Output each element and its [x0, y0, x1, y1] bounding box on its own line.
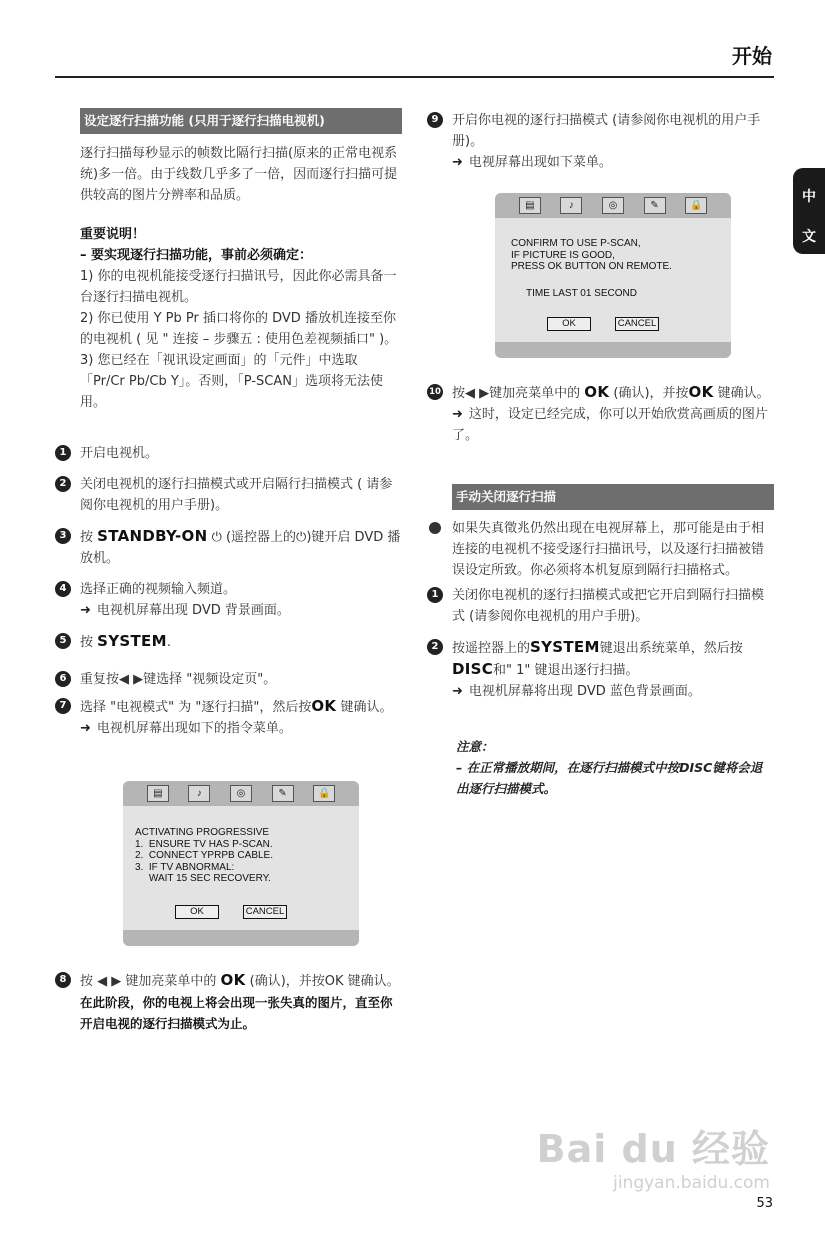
important-title: 重要说明！ — [80, 227, 146, 242]
step-result-text: 电视机屏幕出现如下的指令菜单。 — [96, 721, 292, 736]
important-subtitle: – 要实现逐行扫描功能，事前必须确定： — [80, 248, 313, 263]
section-title-progressive-scan: 设定逐行扫描功能 (只用于逐行扫描电视机) — [80, 108, 402, 134]
language-tab — [793, 168, 825, 254]
step-6 — [55, 669, 402, 690]
system-key: SYSTEM — [530, 638, 600, 656]
step-instruction — [452, 637, 774, 681]
step-text: 关闭你电视机的逐行扫描模式或把它开启到隔行扫描模式 (请参阅你电视机的用户手册)。 — [452, 588, 765, 624]
important-item-2: 2) 你已使用 Y Pb Pr 插口将你的 DVD 播放机连接至你的电视机 ( 见 " 连接 – 步骤五 : 使用色差视频插口" )。 — [80, 311, 398, 347]
step-result — [452, 404, 774, 446]
step-text-pre: 按 ◀ ▶ 键加亮菜单中的 — [80, 974, 221, 989]
step-result-text: 电视机屏幕出现 DVD 背景画面。 — [96, 603, 290, 618]
step-text: 关闭电视机的逐行扫描模式或开启隔行扫描模式 ( 请参阅你电视机的用户手册)。 — [80, 477, 393, 513]
lock-icon: 🔒 — [313, 785, 335, 802]
bullet-item — [427, 518, 774, 581]
standby-on-key: STANDBY-ON — [97, 527, 208, 545]
step-text-post: ⏻ (遥控器上的⏻)键开启 DVD 播放机。 — [80, 530, 401, 566]
arrow-right-icon: ➜ — [80, 721, 91, 736]
osd-menu-activating — [123, 781, 359, 946]
step-number: 1 — [427, 587, 443, 603]
arrow-right-icon: ➜ — [452, 407, 463, 422]
step-number: 9 — [427, 112, 443, 128]
step-number: 10 — [427, 384, 443, 400]
note-title: 注意： — [456, 739, 494, 754]
system-key: SYSTEM — [97, 632, 167, 650]
osd-message: ACTIVATING PROGRESSIVE 1. ENSURE TV HAS P-SCAN. 2. CONNECT YPRPB CABLE. 3. IF TV ABNORMAL: WAIT 15 SEC RECOVERY. — [135, 827, 274, 884]
osd-ok-button[interactable]: OK — [547, 317, 591, 331]
osd-icon-bar — [123, 781, 359, 806]
step-text: 开启电视机。 — [80, 446, 159, 461]
step-number: 6 — [55, 671, 71, 687]
step-5 — [55, 631, 402, 653]
important-item-1: 1) 你的电视机能接受逐行扫描讯号，因此你必需具备一台逐行扫描电视机。 — [80, 269, 397, 305]
audio-icon: ♪ — [188, 785, 210, 802]
step-number: 3 — [55, 528, 71, 544]
manual-step-2 — [427, 637, 774, 702]
note-text: – 在正常播放期间，在逐行扫描模式中按DISC键将会退出逐行扫描模式。 — [456, 760, 763, 796]
section-manual-off — [452, 484, 774, 510]
audio-icon: ♪ — [560, 197, 582, 214]
step-text-post: . — [166, 635, 171, 650]
step-3 — [55, 526, 402, 569]
step-text-mid: 键退出系统菜单，然后按 — [599, 641, 743, 656]
step-4 — [55, 579, 402, 621]
manual-off-steps — [427, 518, 774, 702]
header-rule — [55, 76, 774, 78]
osd-cancel-button[interactable]: CANCEL — [615, 317, 659, 331]
bullet-icon — [429, 522, 441, 534]
step-text-pre: 选择 "电视模式" 为 "逐行扫描"，然后按 — [80, 700, 312, 715]
osd-icon-bar — [495, 193, 731, 218]
step-text-pre: 按遥控器上的 — [452, 641, 531, 656]
step-10 — [427, 382, 774, 446]
step-result-text: 电视屏幕出现如下菜单。 — [468, 155, 612, 170]
arrow-right-icon: ➜ — [452, 155, 463, 170]
step-text-pre: 按◀ ▶键加亮菜单中的 — [452, 386, 585, 401]
step-number: 7 — [55, 698, 71, 714]
step-text-post: (确认)，并按OK 键确认。 — [245, 974, 400, 989]
osd-footer-bar — [495, 342, 731, 358]
step-text-pre: 按 — [80, 530, 98, 545]
lock-icon: 🔒 — [685, 197, 707, 214]
step-text-post: 键确认。 — [713, 386, 770, 401]
step-text: 重复按◀ ▶键选择 "视频设定页"。 — [80, 672, 277, 687]
step-9 — [427, 110, 774, 173]
osd-ok-button[interactable]: OK — [175, 905, 219, 919]
ok-key: OK — [688, 383, 714, 401]
page-title: 开始 — [732, 44, 772, 68]
step-text — [80, 631, 402, 653]
step-1 — [55, 443, 402, 464]
bullet-text: 如果失真徵兆仍然出现在电视屏幕上，那可能是由于相连接的电视机不接受逐行扫描讯号，以及逐行扫描被错误设定所致。你必须将本机复原到隔行扫描格式。 — [452, 521, 765, 578]
step-instruction: 开启你电视的逐行扫描模式 (请参阅你电视机的用户手册)。 — [452, 113, 761, 149]
step-text — [80, 696, 402, 739]
step-text — [80, 970, 402, 1034]
picture-icon: ▤ — [147, 785, 169, 802]
step-result — [452, 152, 774, 173]
arrow-right-icon: ➜ — [80, 603, 91, 618]
note-block — [456, 736, 774, 799]
step-8-block — [55, 970, 402, 1034]
disc-key: DISC — [452, 660, 494, 678]
step-result — [452, 681, 774, 702]
step-text — [80, 579, 402, 621]
osd-cancel-button[interactable]: CANCEL — [243, 905, 287, 919]
preference-icon: ✎ — [272, 785, 294, 802]
arrow-right-icon: ➜ — [452, 684, 463, 699]
step-number: 4 — [55, 581, 71, 597]
ok-key: OK — [311, 697, 337, 715]
step-text — [452, 110, 774, 173]
step-number: 5 — [55, 633, 71, 649]
section-title-manual-off: 手动关闭逐行扫描 — [452, 484, 774, 510]
osd-message: CONFIRM TO USE P-SCAN, IF PICTURE IS GOOD, PRESS OK BUTTON ON REMOTE. — [511, 238, 672, 272]
step-instruction — [80, 696, 402, 718]
step-text-pre: 按 — [80, 635, 98, 650]
step-result — [80, 718, 402, 739]
step-text — [80, 526, 402, 569]
osd-footer-bar — [123, 930, 359, 946]
step-9-block — [427, 110, 774, 173]
step-instruction: 选择正确的视频输入频道。 — [80, 582, 237, 597]
step-10-block — [427, 382, 774, 446]
left-column — [80, 108, 402, 413]
language-tab-label-2: 文 — [802, 229, 816, 245]
step-text-post: 和" 1" 键退出逐行扫描。 — [493, 663, 639, 678]
step-number: 2 — [427, 639, 443, 655]
watermark-url: jingyan.baidu.com — [613, 1173, 770, 1193]
step-7 — [55, 696, 402, 739]
ok-key: OK — [220, 971, 246, 989]
picture-icon: ▤ — [519, 197, 541, 214]
disc-icon: ◎ — [602, 197, 624, 214]
step-number: 2 — [55, 476, 71, 492]
intro-paragraph: 逐行扫描每秒显示的帧数比隔行扫描(原来的正常电视系统)多一倍。由于线数几乎多了一倍，因而逐行扫描可提供较高的图片分辨率和品质。 — [80, 146, 398, 203]
watermark-logo — [537, 1118, 770, 1193]
left-steps — [55, 443, 402, 739]
language-tab-label-1: 中 — [802, 189, 816, 205]
preference-icon: ✎ — [644, 197, 666, 214]
step-number: 1 — [55, 445, 71, 461]
step-text-mid: (确认)，并按 — [609, 386, 689, 401]
step-result-text: 这时，设定已经完成，你可以开始欣赏高画质的图片了。 — [452, 407, 768, 443]
manual-step-1 — [427, 585, 774, 627]
step-result-text: 电视机屏幕将出现 DVD 蓝色背景画面。 — [468, 684, 701, 699]
step-text-post: 键确认。 — [336, 700, 393, 715]
ok-key: OK — [584, 383, 610, 401]
step-2 — [55, 474, 402, 516]
important-item-3: 3) 您已经在「视讯设定画面」的「元件」中选取「Pr/Cr Pb/Cb Y」。否则，「P-SCAN」选项将无法使用。 — [80, 353, 383, 410]
step-8-warning: 在此阶段，你的电视上将会出现一张失真的图片，直至你开启电视的逐行扫描模式为止。 — [80, 995, 393, 1031]
osd-menu-confirm — [495, 193, 731, 358]
step-8 — [55, 970, 402, 1034]
page-number: 53 — [756, 1196, 773, 1211]
watermark-main: Bai du 经验 — [536, 1127, 770, 1171]
step-text — [452, 637, 774, 702]
step-result — [80, 600, 402, 621]
step-number: 8 — [55, 972, 71, 988]
step-text — [452, 382, 774, 446]
disc-icon: ◎ — [230, 785, 252, 802]
step-instruction — [452, 382, 774, 404]
osd-timer: TIME LAST 01 SECOND — [526, 288, 637, 299]
